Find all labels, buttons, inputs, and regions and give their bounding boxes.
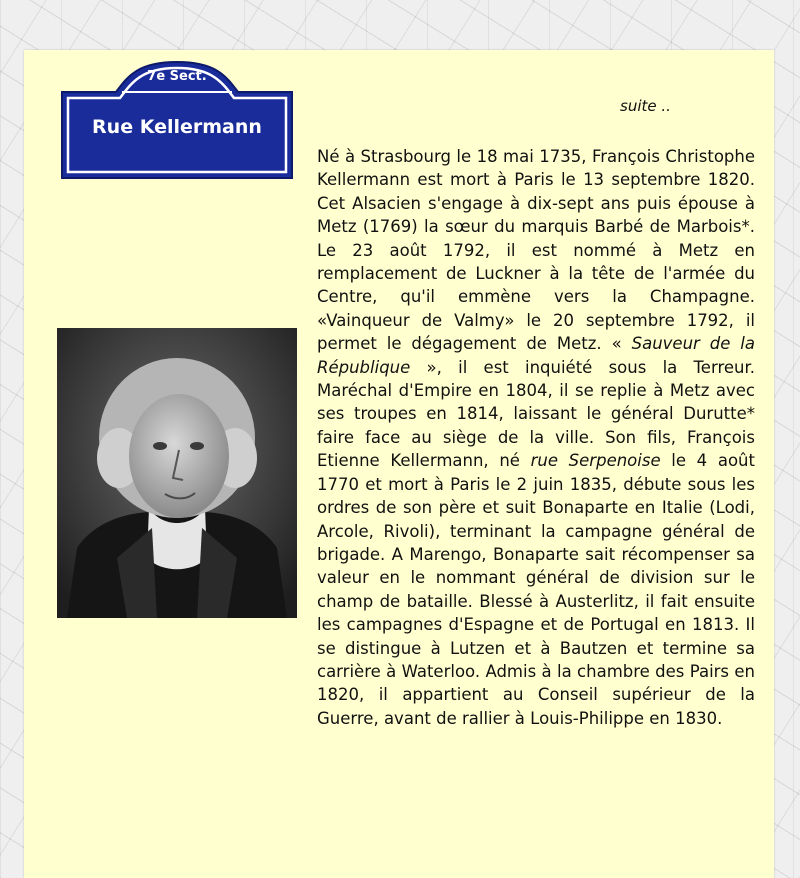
portrait-drawing [57,328,297,618]
portrait-image [57,328,297,618]
article-text [317,145,755,730]
article-italic-rue: rue Serpenoise [530,451,661,471]
street-name: Rue Kellermann [92,116,262,138]
article-part-3: le 4 août 1770 et mort à Paris le 2 juin 1835, débute sous les ordres de son père et suit Bonaparte en Italie (Lodi, Arcole, Rivoli), terminant la campagne général de brigade. A Marengo, Bonaparte sait récompenser sa valeur en le nommant général de division sur le champ de bataille. Blessé à Austerlitz, il fait ensuite les campagnes d'Espagne et de Portugal en 1813. Il se distingue à Lutzen et à Bautzen et termine sa carrière à Waterloo. Admis à la chambre des Pairs en 1820, il appartient au Conseil supérieur de la Guerre, avant de rallier à Louis-Philippe en 1830. [317,451,755,728]
sign-section-label: 7e Sect. [147,69,207,84]
article-part-1: Né à Strasbourg le 18 mai 1735, François Christophe Kellermann est mort à Paris le 13 septembre 1820. Cet Alsacien s'engage à dix-sept ans puis épouse à Metz (1769) la sœur du marquis Barbé de Marbois*. Le 23 août 1792, il est nommé à Metz en remplacement de Luckner à la tête de l'armée du Centre, qu'il emmène vers la Champagne. «Vainqueur de Valmy» le 20 septembre 1792, il permet le dégagement de Metz. « [317,147,755,354]
article-italic-sauveur: Sauveur de la République [317,334,755,377]
street-sign [58,58,296,182]
article-part-2: », il est inquiété sous la Terreur. Maréchal d'Empire en 1804, il se replie à Metz avec ses troupes en 1814, laissant le général Durutte* faire face au siège de la ville. Son fils, François Etienne Kellermann, né [317,357,755,471]
continuation-label: suite .. [620,97,671,115]
